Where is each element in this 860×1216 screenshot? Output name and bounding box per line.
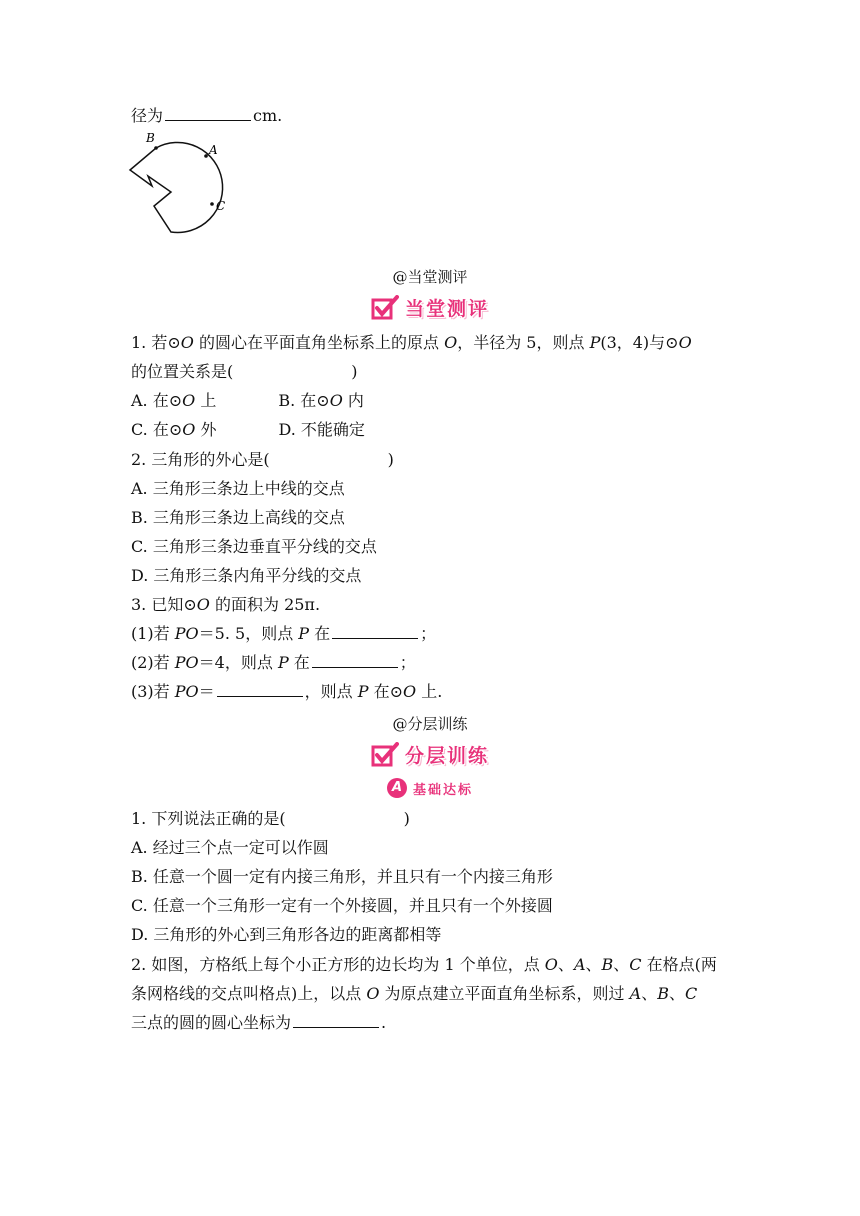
level-a-badge: A xyxy=(387,778,407,798)
point-b xyxy=(154,146,158,150)
banner-title: 分层训练 xyxy=(404,745,489,767)
broken-circle-figure xyxy=(126,128,236,238)
s2-q1-option-d[interactable]: D. 三角形的外心到三角形各边的距离都相等 xyxy=(131,925,442,944)
q3-part3: (3)若 PO＝ ，则点 P 在⊙O 上. xyxy=(131,682,443,701)
answer-blank[interactable] xyxy=(293,1013,379,1028)
q3-part1: (1)若 PO＝5. 5，则点 P 在 ； xyxy=(131,624,437,643)
sub-banner-jichu xyxy=(0,776,860,798)
banner-dangtang xyxy=(0,294,860,325)
q3-part2: (2)若 PO＝4，则点 P 在 ； xyxy=(131,653,416,672)
q1-line2: 的位置关系是( ) xyxy=(131,362,358,381)
option-d[interactable]: D. 不能确定 xyxy=(278,420,365,439)
option-c[interactable]: C. 在⊙O 外 xyxy=(131,420,217,439)
q3-stem: 3. 已知⊙O 的面积为 25π. xyxy=(131,595,321,614)
q2-option-d[interactable]: D. 三角形三条内角平分线的交点 xyxy=(131,566,362,585)
label-b: B xyxy=(146,131,155,145)
section-header-fenceng: @分层训练 xyxy=(392,715,468,733)
point-a xyxy=(204,154,208,158)
answer-blank[interactable] xyxy=(217,682,303,697)
q2-option-b[interactable]: B. 三角形三条边上高线的交点 xyxy=(131,508,345,527)
q2-option-c[interactable]: C. 三角形三条边垂直平分线的交点 xyxy=(131,537,377,556)
checkbox-icon xyxy=(371,295,399,321)
s2-q1-option-b[interactable]: B. 任意一个圆一定有内接三角形，并且只有一个内接三角形 xyxy=(131,867,553,886)
q1-options-cd xyxy=(131,420,365,440)
option-a[interactable]: A. 在⊙O 上 xyxy=(131,391,217,410)
answer-blank[interactable] xyxy=(165,106,251,121)
label-a: A xyxy=(209,143,218,157)
s2-q1-option-a[interactable]: A. 经过三个点一定可以作圆 xyxy=(131,838,329,857)
s2-q2-line3: 三点的圆的圆心坐标为 . xyxy=(131,1013,387,1032)
answer-blank[interactable] xyxy=(312,653,398,668)
s2-q1-stem: 1. 下列说法正确的是( ) xyxy=(131,809,410,828)
text: cm. xyxy=(253,106,283,125)
answer-blank[interactable] xyxy=(332,624,418,639)
q1-options-ab xyxy=(131,391,364,411)
radius-answer-line xyxy=(131,106,282,126)
text: 径为 xyxy=(131,106,164,125)
s2-q1-option-c[interactable]: C. 任意一个三角形一定有一个外接圆，并且只有一个外接圆 xyxy=(131,896,553,915)
q1-line1: 1. 若⊙O 的圆心在平面直角坐标系上的原点 O，半径为 5，则点 P(3，4)与⊙O xyxy=(131,333,692,352)
q2-option-a[interactable]: A. 三角形三条边上中线的交点 xyxy=(131,479,345,498)
option-b[interactable]: B. 在⊙O 内 xyxy=(278,391,364,410)
checkbox-icon xyxy=(371,742,399,768)
section-header-dangtang: @当堂测评 xyxy=(392,268,468,286)
banner-fenceng xyxy=(0,741,860,772)
sub-banner-title: 基础达标 xyxy=(412,782,473,798)
s2-q2-line2: 条网格线的交点叫格点)上，以点 O 为原点建立平面直角坐标系，则过 A、B、C xyxy=(131,984,698,1003)
q2-stem: 2. 三角形的外心是( ) xyxy=(131,450,394,469)
s2-q2-line1: 2. 如图，方格纸上每个小正方形的边长均为 1 个单位，点 O、A、B、C 在格点(两 xyxy=(131,955,717,974)
label-c: C xyxy=(216,199,226,213)
banner-title: 当堂测评 xyxy=(404,298,489,320)
point-c xyxy=(210,202,214,206)
